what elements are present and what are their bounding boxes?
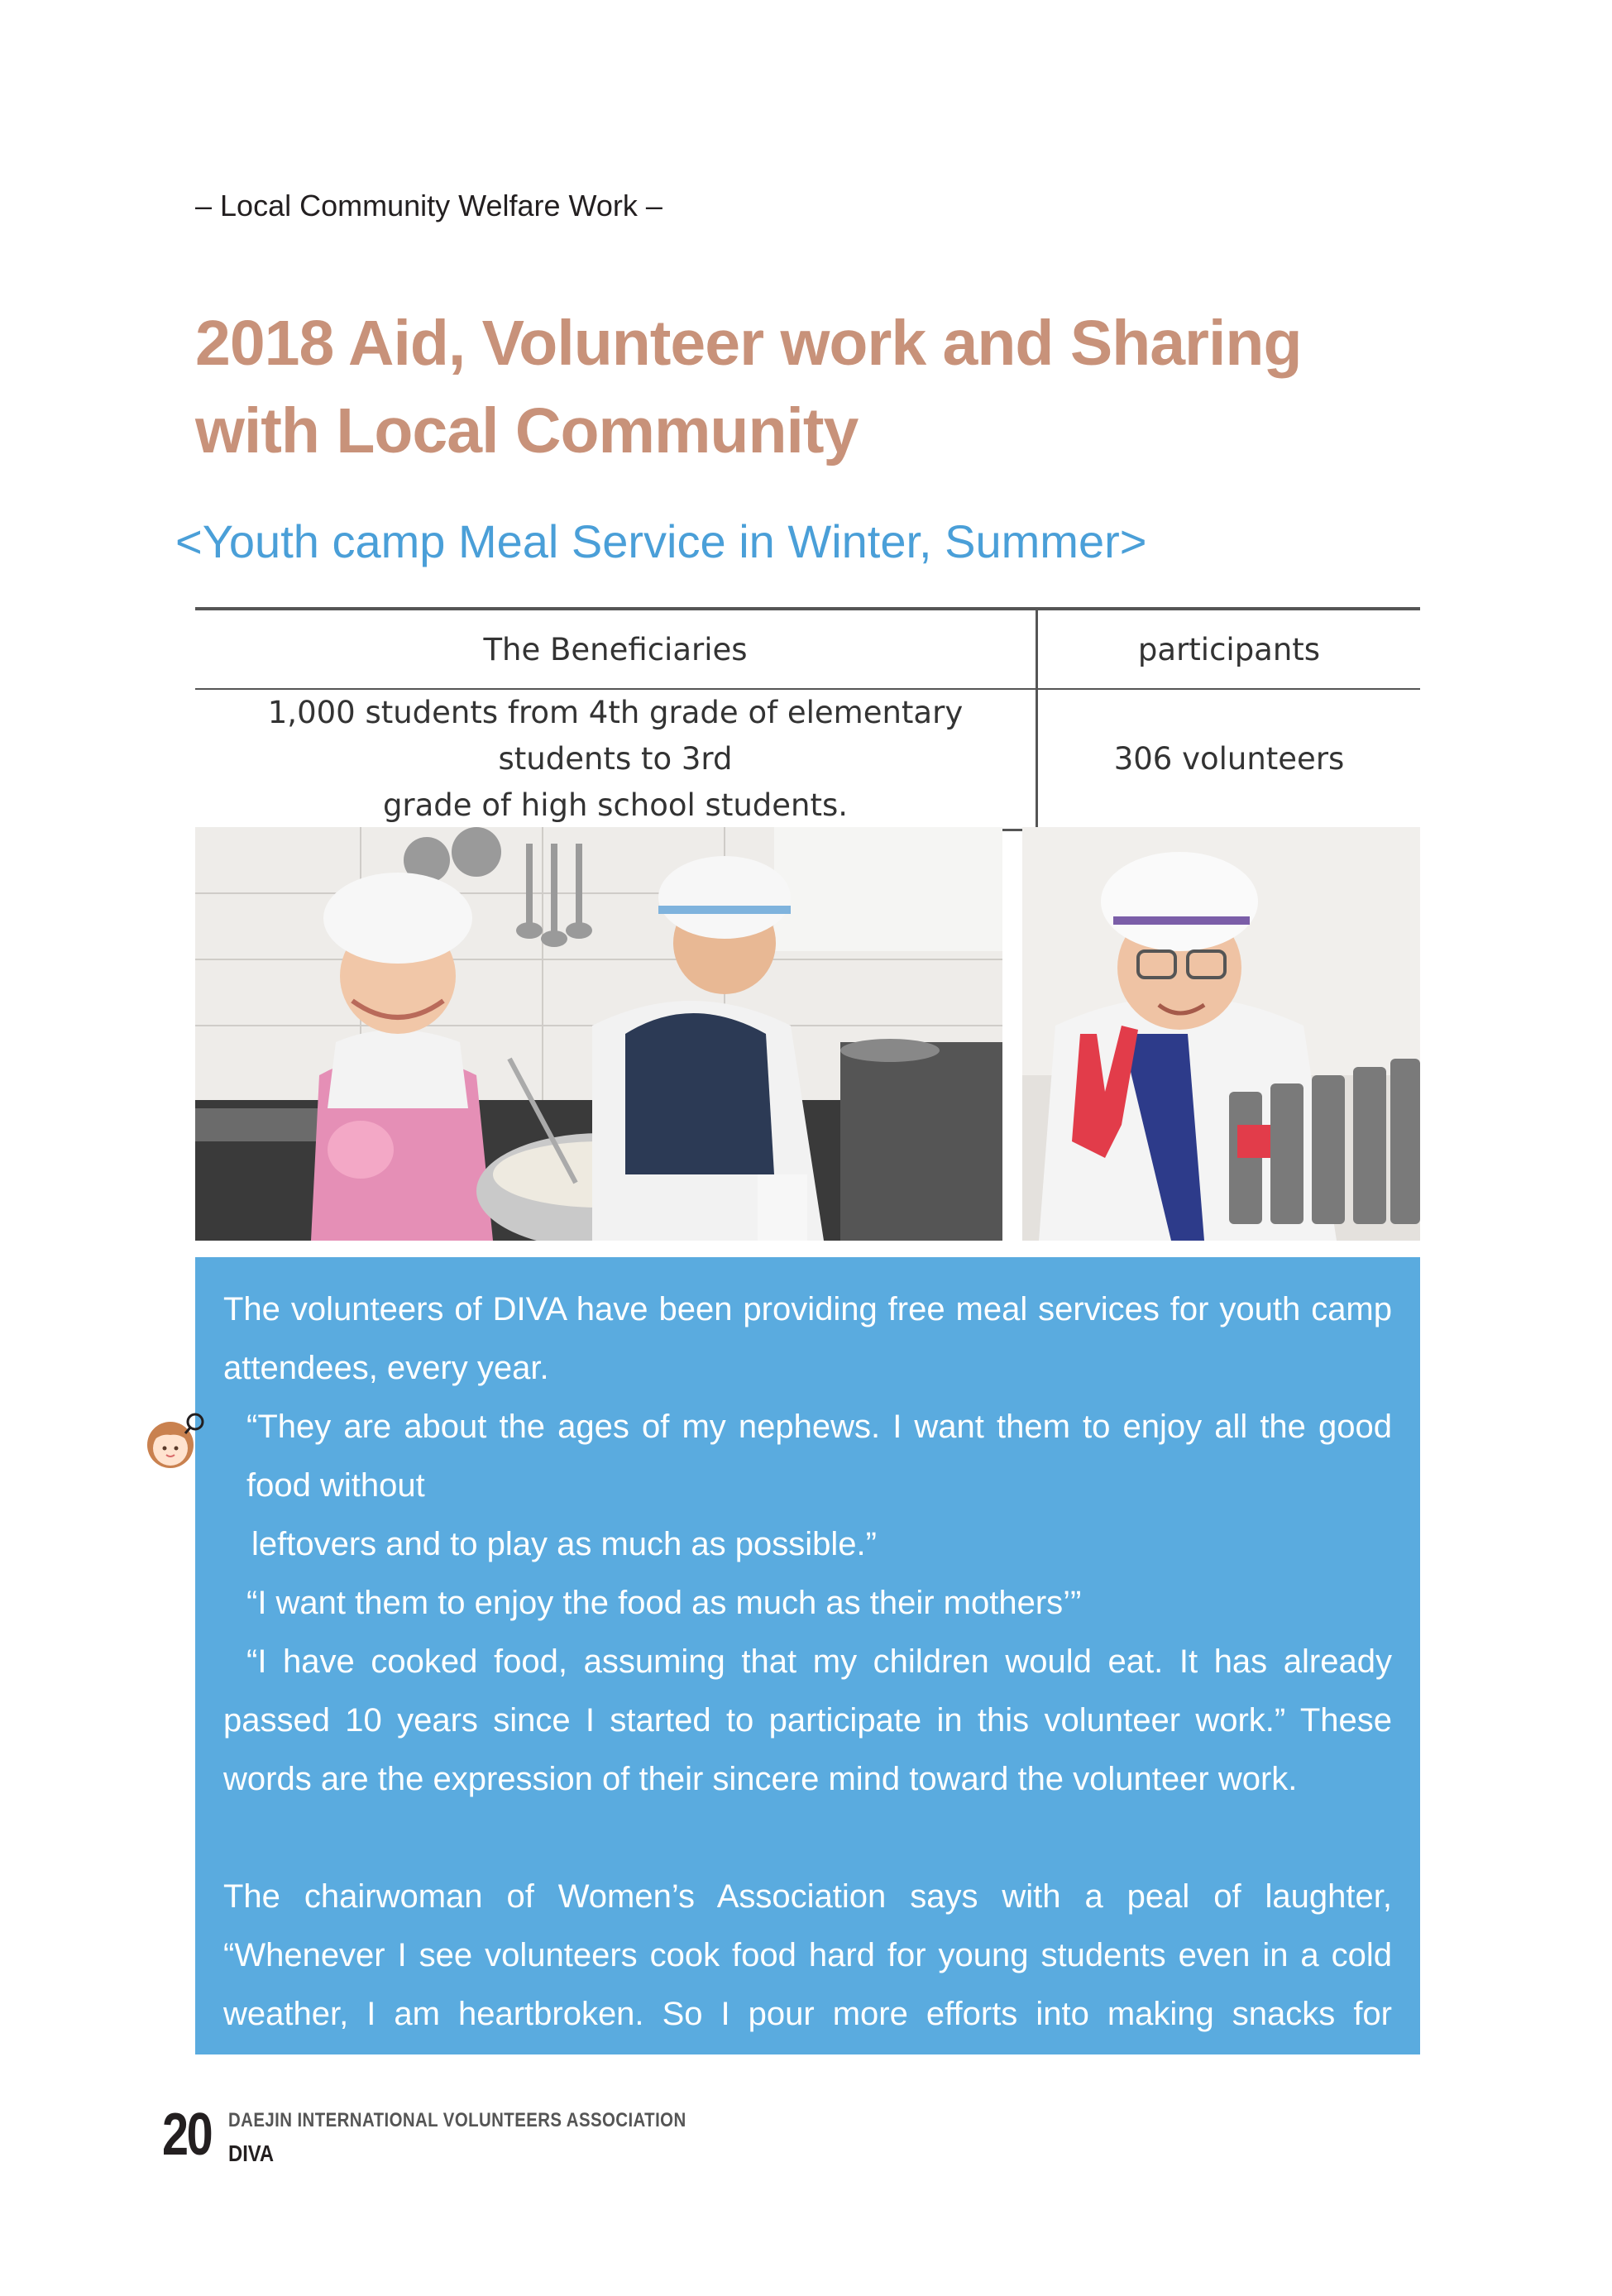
participants-cell: 306 volunteers (1037, 689, 1421, 830)
table-header-row (195, 609, 1420, 689)
column-header-participants: participants (1037, 609, 1421, 689)
quote-mothers: “I want them to enjoy the food as much as their mothers’” (246, 1585, 1082, 1621)
kitchen-volunteers-photo (195, 827, 1002, 1241)
description-text (223, 1280, 1392, 2102)
section-label: – Local Community Welfare Work – (195, 189, 662, 222)
title-line-1: 2018 Aid, Volunteer work and Sharing (195, 308, 1302, 379)
footer-organization: DAEJIN INTERNATIONAL VOLUNTEERS ASSOCIATION (228, 2109, 686, 2131)
quote-nephews-line-2: leftovers and to play as much as possible.” (251, 1526, 877, 1562)
quote-children: “I have cooked food, assuming that my children would eat. It has already passed 10 years since I started to participate in this volunteer work.” These words are the expression of their sincere mind toward the volunteer work. (223, 1643, 1392, 1797)
paragraph-intro: The volunteers of DIVA have been providing free meal services for youth camp attendees, every year. (223, 1291, 1392, 1386)
quote-nephews-line-1: “They are about the ages of my nephews. I want them to enjoy all the good food without (246, 1409, 1392, 1504)
beneficiaries-line-1: 1,000 students from 4th grade of elementary students to 3rd (267, 695, 964, 777)
section-subtitle: <Youth camp Meal Service in Winter, Summer> (175, 515, 1147, 567)
beneficiaries-cell (195, 689, 1037, 830)
volunteer-peace-sign-photo (1022, 827, 1420, 1241)
page-title (195, 299, 1436, 475)
page-number: 20 (162, 2102, 212, 2168)
paragraph-chairwoman: The chairwoman of Women’s Association says with a peal of laughter, “Whenever I see volunteers cook food hard for young students even in a cold weather, I am heartbroken. So I pour more efforts into making snacks for volunteers so that they can cheer themselves up.” (223, 1878, 1392, 2091)
beneficiaries-line-2: grade of high school students. (382, 787, 849, 823)
beneficiaries-table (195, 607, 1420, 831)
description-box (195, 1257, 1420, 2091)
footer-abbreviation: DIVA (228, 2141, 275, 2166)
paragraph-gap (223, 1809, 1392, 1868)
speaker-avatar-icon (142, 1409, 208, 1475)
column-header-beneficiaries: The Beneficiaries (195, 609, 1037, 689)
title-line-2: with Local Community (195, 395, 859, 466)
table-row (195, 689, 1420, 830)
